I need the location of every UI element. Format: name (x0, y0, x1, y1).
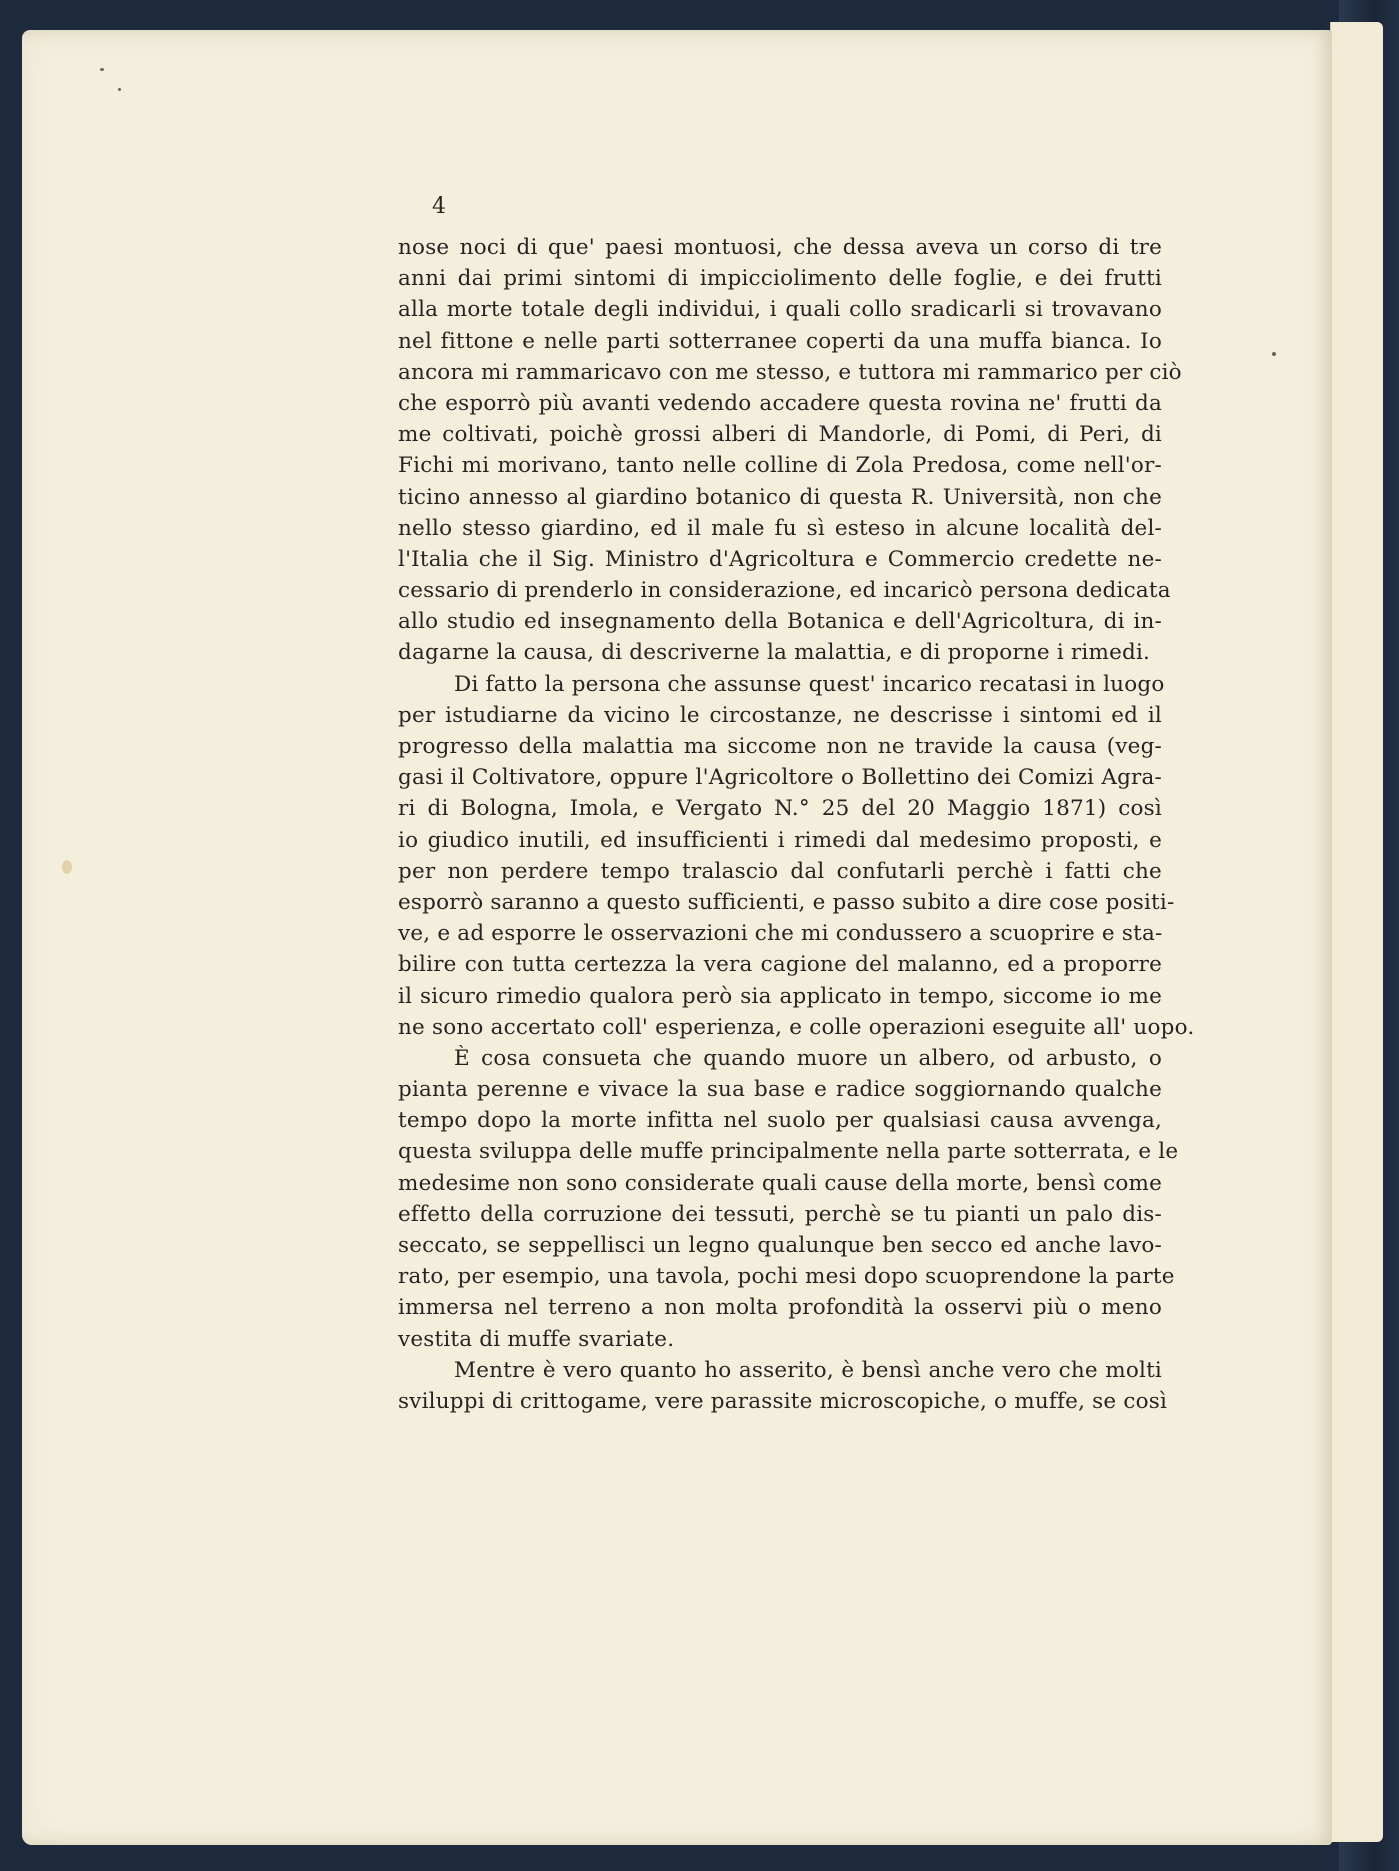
text-line: tempo dopo la morte infitta nel suolo per qualsiasi causa avvenga, (398, 1108, 1162, 1134)
text-line: Fichi mi morivano, tanto nelle colline di Zola Predosa, come nell'or- (398, 453, 1162, 479)
text-line: nello stesso giardino, ed il male fu sì esteso in alcune località del- (398, 515, 1162, 541)
text-line: bilire con tutta certezza la vera cagione del malanno, ed a proporre (398, 952, 1162, 978)
text-line: anni dai primi sintomi di impicciolimento delle foglie, e dei frutti (398, 266, 1162, 292)
text-line: esporrò saranno a questo sufficienti, e passo subito a dire cose positi- (398, 889, 1175, 915)
text-line: gasi il Coltivatore, oppure l'Agricoltore o Bollettino dei Comizi Agra- (398, 765, 1162, 791)
text-line: medesime non sono considerate quali cause della morte, bensì come (398, 1170, 1162, 1196)
text-line: dagarne la causa, di descriverne la malattia, e di proporne i rimedi. (398, 640, 1151, 666)
page-number: 4 (432, 194, 446, 219)
text-line: alla morte totale degli individui, i quali collo sradicarli si trovavano (398, 297, 1162, 323)
text-line: il sicuro rimedio qualora però sia applicato in tempo, siccome io me (398, 983, 1162, 1009)
paragraph (398, 669, 1195, 1043)
text-line: allo studio ed insegnamento della Botanica e dell'Agricoltura, di in- (398, 609, 1162, 635)
text-line: progresso della malattia ma siccome non ne travide la causa (veg- (398, 734, 1162, 759)
paragraph (398, 1043, 1179, 1355)
text-line: ancora mi rammaricavo con me stesso, e tuttora mi rammarico per ciò (398, 359, 1182, 385)
text-line: Mentre è vero quanto ho asserito, è bensì anche vero che molti (454, 1357, 1162, 1383)
text-line: questa sviluppa delle muffe principalmente nella parte sotterrata, e le (398, 1139, 1179, 1165)
text-line: che esporrò più avanti vedendo accadere questa rovina ne' frutti da (398, 390, 1162, 416)
text-line: io giudico inutili, ed insufficienti i rimedi dal medesimo proposti, e (398, 827, 1162, 853)
text-line: cessario di prenderlo in considerazione, ed incaricò persona dedicata (398, 578, 1171, 604)
paragraph (398, 232, 1182, 669)
text-line: rato, per esempio, una tavola, pochi mesi dopo scuoprendone la parte (398, 1264, 1175, 1290)
text-line: È cosa consueta che quando muore un albero, od arbusto, o (454, 1045, 1162, 1071)
next-page-edge (1330, 22, 1383, 1842)
text-line: vestita di muffe svariate. (398, 1326, 675, 1352)
text-line: me coltivati, poichè grossi alberi di Mandorle, di Pomi, di Peri, di (398, 422, 1162, 448)
text-line: nose noci di que' paesi montuosi, che dessa aveva un corso di tre (398, 235, 1162, 260)
text-line: ve, e ad esporre le osservazioni che mi condussero a scuoprire e sta- (398, 921, 1163, 947)
text-line: effetto della corruzione dei tessuti, perchè se tu pianti un palo dis- (398, 1201, 1162, 1227)
body-text (398, 232, 1195, 1417)
paper-speck (118, 88, 121, 91)
text-line: ri di Bologna, Imola, e Vergato N.° 25 del 20 Maggio 1871) così (398, 796, 1162, 822)
paragraph (398, 1355, 1168, 1417)
text-line: Di fatto la persona che assunse quest' incarico recatasi in luogo (454, 671, 1165, 697)
text-line: immersa nel terreno a non molta profondità la osservi più o meno (398, 1295, 1162, 1321)
text-line: l'Italia che il Sig. Ministro d'Agricoltura e Commercio credette ne- (398, 546, 1162, 572)
text-line: ne sono accertato coll' esperienza, e colle operazioni eseguite all' uopo. (398, 1014, 1195, 1040)
text-line: per istudiarne da vicino le circostanze, ne descrisse i sintomi ed il (398, 702, 1162, 728)
paper-speck (1272, 352, 1276, 356)
paper-stain (62, 860, 72, 874)
text-line: seccato, se seppellisci un legno qualunque ben secco ed anche lavo- (398, 1233, 1162, 1258)
text-line: nel fittone e nelle parti sotterranee coperti da una muffa bianca. Io (398, 328, 1162, 354)
text-line: pianta perenne e vivace la sua base e radice soggiornando qualche (398, 1077, 1162, 1103)
text-line: sviluppi di crittogame, vere parassite microscopiche, o muffe, se così (398, 1388, 1168, 1414)
text-line: ticino annesso al giardino botanico di questa R. Università, non che (398, 484, 1162, 510)
paper-speck (100, 68, 104, 71)
text-line: per non perdere tempo tralascio dal confutarli perchè i fatti che (398, 858, 1162, 884)
